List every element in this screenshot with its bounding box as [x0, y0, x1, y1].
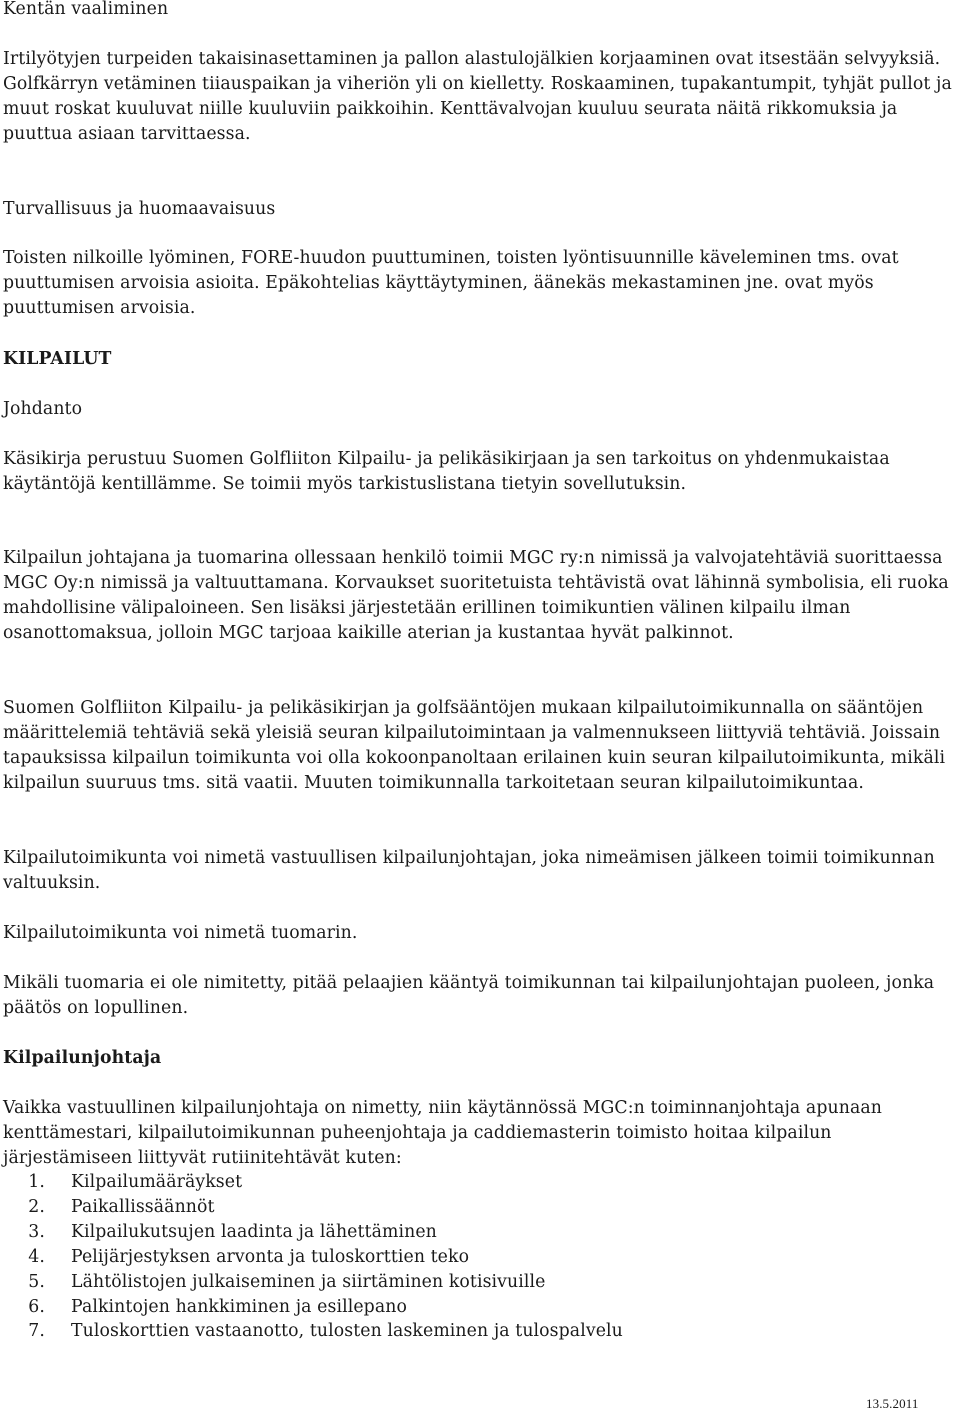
paragraph-tuomaria-ei-nimitetty: Mikäli tuomaria ei ole nimitetty, pitää pelaajien kääntyä toimikunnan tai kilpailunjohtajan puoleen, jonka päätös on lopullinen. — [3, 973, 935, 1018]
list-item-text: Tuloskorttien vastaanotto, tulosten laskeminen ja tulospalvelu — [71, 1321, 623, 1342]
list-item — [3, 1195, 955, 1220]
footer-date: 13.5.2011 — [866, 1396, 919, 1411]
list-item — [3, 1319, 955, 1344]
list-number: 1. — [28, 1172, 45, 1192]
paragraph-vastuullinen-kilpailunjohtaja: Kilpailutoimikunta voi nimetä vastuullisen kilpailunjohtajan, joka nimeämisen jälkeen toimii toimikunnan valtuuksin. — [3, 848, 935, 893]
list-number: 3. — [28, 1221, 45, 1242]
list-number: 4. — [28, 1246, 45, 1267]
section-title-kilpailut: KILPAILUT — [3, 349, 112, 369]
heading-johdanto: Johdanto — [3, 399, 83, 419]
paragraph-tuomari: Kilpailutoimikunta voi nimetä tuomarin. — [3, 923, 358, 943]
list-item — [3, 1170, 955, 1195]
list-number: 2. — [28, 1196, 45, 1217]
list-item — [3, 1245, 955, 1270]
list-item — [3, 1270, 955, 1295]
paragraph-golfliiton-kasikirja: Suomen Golfliiton Kilpailu- ja pelikäsikirjan ja golfsääntöjen mukaan kilpailutoimikunnalla on sääntöjen määrittelemiä tehtäviä sekä yleisiä seuran kilpailutoimintaan ja valmennukseen liittyviä tehtäviä. Joissain tapauksissa kilpailun toimikunta voi olla kokoonpanoltaan erilainen kuin seuran kilpailutoimikunta, mikäli kilpailun suuruus tms. sitä vaatii. Muuten toimikunnalla tarkoitetaan seuran kilpailutoimikuntaa. — [3, 698, 946, 793]
heading-turvallisuus: Turvallisuus ja huomaavaisuus — [3, 199, 276, 219]
paragraph-kasikirja: Käsikirja perustuu Suomen Golfliiton Kilpailu- ja pelikäsikirjaan ja sen tarkoitus on yhdenmukaistaa käytäntöjä kentillämme. Se toimii myös tarkistuslistana tietyin sovellutuksin. — [3, 449, 890, 494]
list-item-text: Kilpailumääräykset — [71, 1172, 243, 1192]
list-item-text: Palkintojen hankkiminen ja esillepano — [71, 1296, 407, 1317]
paragraph-kentan-vaaliminen: Irtilyötyjen turpeiden takaisinasettaminen ja pallon alastulojälkien korjaaminen ovat itsestään selvyyksiä. Golfkärryn vetäminen tiiauspaikan ja viheriön yli on kielletty. Roskaaminen, tupakantumpit, tyhjät pullot ja muut roskat kuuluvat niille kuuluviin paikkoihin. Kenttävalvojan kuuluu seurata näitä rikkomuksia ja puuttua asiaan tarvittaessa. — [3, 49, 952, 144]
paragraph-rutiinitehtavat: Vaikka vastuullinen kilpailunjohtaja on nimetty, niin käytännössä MGC:n toiminnanjohtaja apunaan kenttämestari, kilpailutoimikunnan puheenjohtaja ja caddiemasterin toimisto hoitaa kilpailun järjestämiseen liittyvät rutiinitehtävät kuten: — [3, 1098, 882, 1168]
heading-kentan-vaaliminen: Kentän vaaliminen — [3, 0, 169, 19]
list-number: 6. — [28, 1296, 45, 1317]
list-item-text: Pelijärjestyksen arvonta ja tuloskorttien teko — [71, 1246, 470, 1267]
list-number: 7. — [28, 1321, 45, 1342]
heading-kilpailunjohtaja: Kilpailunjohtaja — [3, 1048, 162, 1068]
list-item-text: Lähtölistojen julkaiseminen ja siirtäminen kotisivuille — [71, 1271, 546, 1292]
list-item-text: Paikallissäännöt — [71, 1196, 215, 1217]
list-item — [3, 1220, 955, 1245]
list-item — [3, 1295, 955, 1320]
paragraph-kilpailun-johtajana: Kilpailun johtajana ja tuomarina ollessaan henkilö toimii MGC ry:n nimissä ja valvojatehtäviä suorittaessa MGC Oy:n nimissä ja valtuuttamana. Korvaukset suoritetuista tehtävistä ovat lähinnä symbolisia, eli ruoka mahdollisine välipaloineen. Sen lisäksi järjestetään erillinen toimikuntien välinen kilpailu ilman osanottomaksua, jolloin MGC tarjoaa kaikille aterian ja kustantaa hyvät palkinnot. — [3, 548, 949, 643]
paragraph-turvallisuus: Toisten nilkoille lyöminen, FORE-huudon puuttuminen, toisten lyöntisuunnille käveleminen tms. ovat puuttumisen arvoisia asioita. Epäkohtelias käyttäytyminen, äänekäs mekastaminen jne. ovat myös puuttumisen arvoisia. — [3, 248, 899, 318]
task-list — [3, 1170, 955, 1344]
list-item-text: Kilpailukutsujen laadinta ja lähettäminen — [71, 1221, 437, 1242]
list-number: 5. — [28, 1271, 45, 1292]
